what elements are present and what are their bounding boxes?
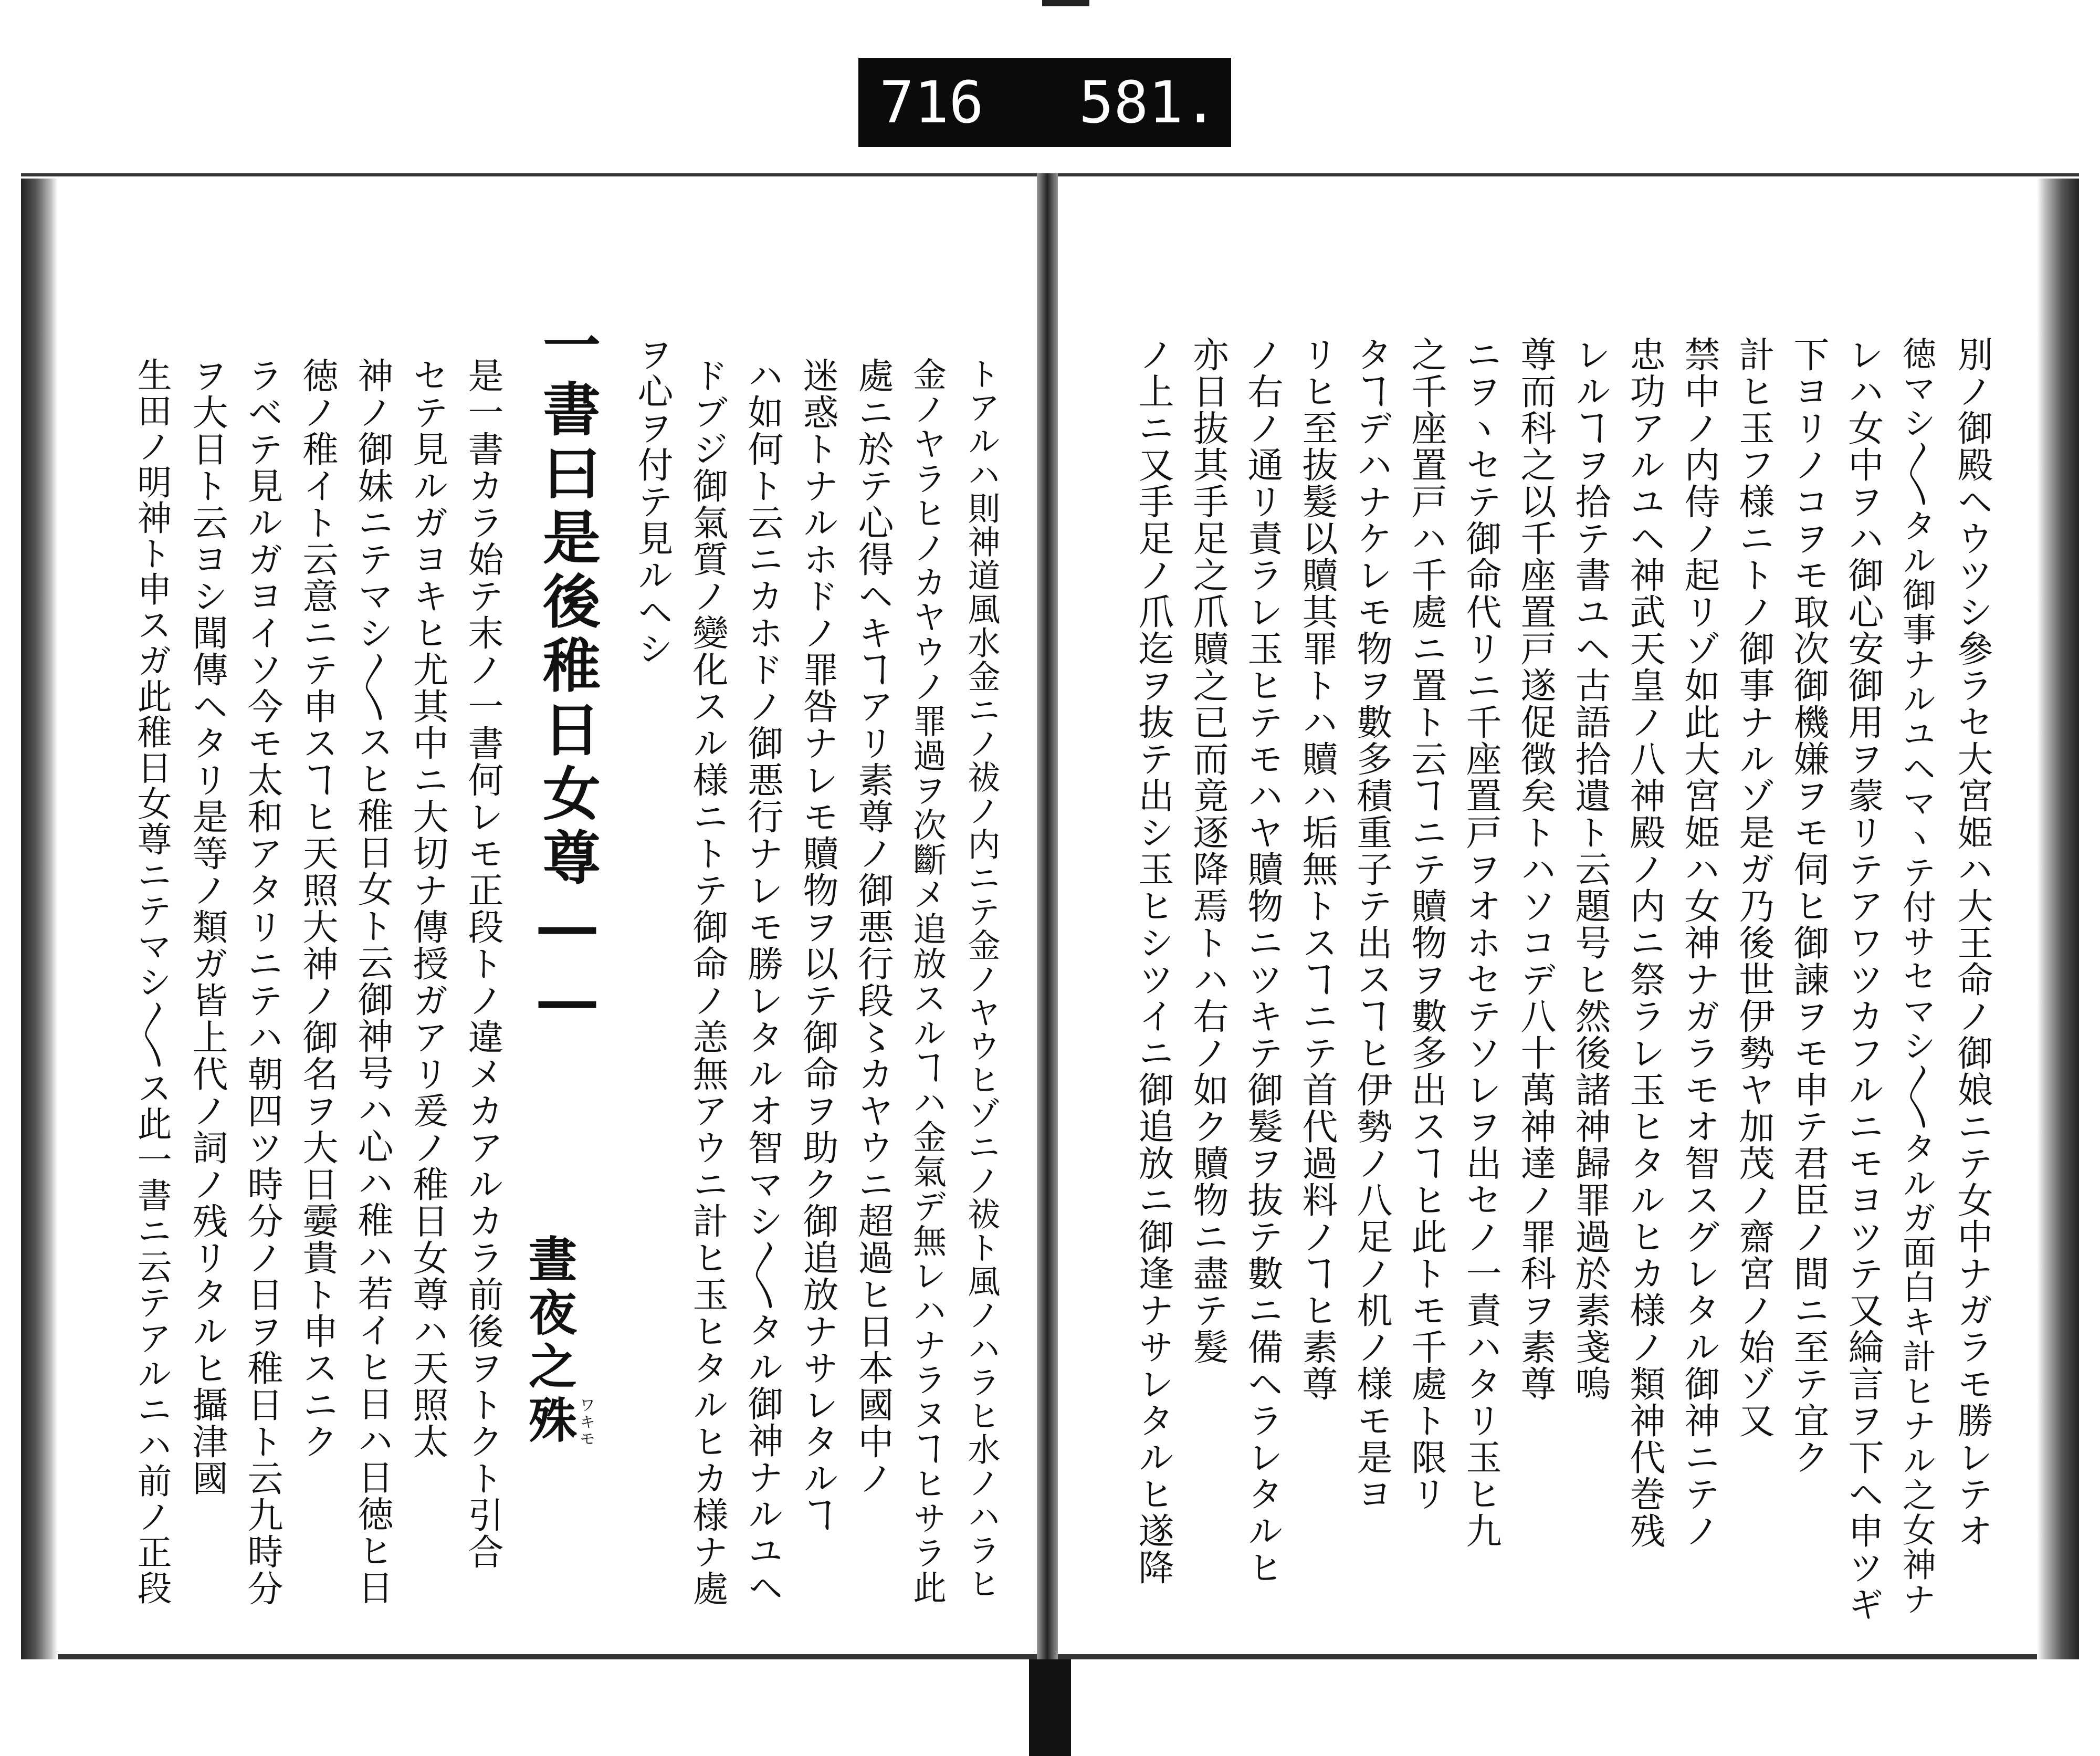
- book-gutter: [1037, 173, 1058, 1659]
- right-col-9: 尊而科之以千座置戸遂促徴矣トハソコデ八十萬神達ノ罪科ヲ素尊: [1515, 336, 1556, 1402]
- right-col-3: レハ女中ヲハ御心安御用ヲ蒙リテアワツカフルニモヨツテ又綸言ヲ下ヘ申ツギ: [1842, 336, 1884, 1623]
- left-body-col-2: セテ見ルガヨキヒ尤其中ニ大切ナ傳授ガアリ爰ノ稚日女尊ハ天照太: [407, 357, 448, 1460]
- top-edge-mark: [1042, 0, 1089, 6]
- right-col-1: 別ノ御殿ヘウツシ參ラセ大宮姫ハ大王命ノ御娘ニテ女中ナガラモ勝レテオ: [1951, 336, 1993, 1549]
- left-body-col-6: ヲ大日ト云ヨシ聞傳ヘタリ是等ノ類ガ皆上代ノ詞ノ残リタルヒ攝津國: [186, 357, 228, 1497]
- right-col-8: レルヿヲ拾テ書ユヘ古語拾遺ト云題号ヒ然後諸神歸罪過於素戔嗚: [1569, 336, 1611, 1402]
- archive-label: [858, 58, 1231, 147]
- right-col-13: リヒ至抜髮以贖其罪トハ贖ハ垢無トスヿニテ首代過料ノヿヒ素尊: [1296, 336, 1338, 1402]
- left-col-5: ハ如何ト云ニカホドノ御悪行ナレモ勝レタルオ智マシ〳〵タル御神ナルユヘ: [742, 357, 783, 1606]
- right-col-15: 亦日抜其手足之爪贖之已而竟逐降焉トハ右ノ如ク贖物ニ盡テ髮: [1187, 336, 1228, 1365]
- right-col-6: 禁中ノ内侍ノ起リゾ如此大宮姫ハ女神ナガラモオ智スグレタル御神ニテノ: [1678, 336, 1720, 1549]
- right-col-14: ノ右ノ通リ責ラレ玉ヒテモハヤ贖物ニツキテ御髮ヲ抜テ數ニ備ヘラレタルヒ: [1242, 336, 1283, 1586]
- left-body-col-4: 徳ノ稚イト云意ニテ申スヿヒ天照大神ノ御名ヲ大日孁貴ト申スニク: [297, 357, 338, 1460]
- right-col-16: ノ上ニ又手足ノ爪迄ヲ抜テ出シ玉ヒシツイニ御追放ニ御逢ナサレタルヒ遂降: [1132, 336, 1174, 1586]
- left-col-7: ヲ心ヲ付テ見ルヘシ: [632, 336, 673, 667]
- right-col-11: 之千座置戸ハ千處ニ置ト云ヿニテ贖物ヲ數多出スヿヒ此トモ千處ト限リ: [1405, 336, 1447, 1512]
- left-col-2: 金ノヤラヒノカヤウノ罪過ヲ次斷メ追放スルヿハ金氣デ無レハナラヌヿヒサラ此: [907, 357, 946, 1605]
- left-col-4: 迷惑トナルホドノ罪咎ナレモ贖物ヲ以テ御命ヲ助ク御追放ナサレタルヿ: [797, 357, 838, 1533]
- left-col-6: ドブジ御氣質ノ變化スル様ニトテ御命ノ恙無アウニ計ヒ玉ヒタルヒカ様ナ處: [687, 357, 728, 1607]
- left-body-col-5: ラベテ見ルガヨイソ今モ太和アタリニテハ朝四ツ時分ノ日ヲ稚日ト云九時分: [242, 357, 283, 1607]
- left-body-col-3: 神ノ御妹ニテマシ〳〵スヒ稚日女ト云御神号ハ心ハ稚ハ若イヒ日ハ日徳ヒ日: [352, 357, 393, 1606]
- cover-edge-left: [21, 179, 58, 1659]
- page-number: 581.: [1079, 69, 1218, 136]
- right-col-12: タヿデハナケレモ物ヲ數多積重子テ出スヿヒ伊勢ノ八足ノ机ノ様モ是ヨ: [1351, 336, 1392, 1512]
- spine-tab: [1029, 1659, 1071, 1756]
- section-heading: 一書曰是後稚日女尊――: [533, 315, 601, 1040]
- right-col-5: 計ヒ玉フ様ニトノ御事ナルゾ是ガ乃後世伊勢ヤ加茂ノ齋宮ノ始ゾ又: [1733, 336, 1774, 1439]
- right-col-7: 忠功アルユヘ神武天皇ノ八神殿ノ内ニ祭ラレ玉ヒタルヒカ様ノ類神代巻残: [1624, 336, 1665, 1549]
- right-col-2: 徳マシ〳〵タル御事ナルユヘマヽテ付サセマシ〳〵タルガ面白キ計ヒナル之女神ナ: [1897, 336, 1936, 1616]
- left-body-col-1: 是一書カラ始テ末ノ一書何レモ正段トノ違メカアルカラ前後ヲトクト引合: [462, 357, 503, 1570]
- right-col-4: 下ヨリノコヲモ取次御機嫌ヲモ伺ヒ御諫ヲモ申テ君臣ノ間ニ至テ宜ク: [1788, 336, 1829, 1476]
- section-subheading: 晝夜之殊: [521, 1234, 578, 1448]
- cover-edge-right: [2037, 179, 2079, 1659]
- right-col-10: ニヲヽセテ御命代リニ千座置戸ヲオホセテソレヲ出セノ一責ハタリ玉ヒ九: [1460, 336, 1502, 1549]
- volume-number: 716: [879, 69, 984, 136]
- left-body-col-7: 生田ノ明神ト申スガ此稚日女尊ニテマシ〳〵ス此一書ニ云テアルニハ前ノ正段: [131, 357, 172, 1606]
- subheading-ruby: ワキモ: [576, 1397, 595, 1447]
- left-col-3: 處ニ於テ心得ヘキヿアリ素尊ノ御悪行段〻カヤウニ超過ヒ日本國中ノ: [852, 357, 894, 1497]
- left-col-1: トアルハ則神道風水金ニノ祓ノ内ニテ金ノヤウヒゾニノ祓ト風ノハラヒ水ノハラヒ: [962, 357, 1001, 1601]
